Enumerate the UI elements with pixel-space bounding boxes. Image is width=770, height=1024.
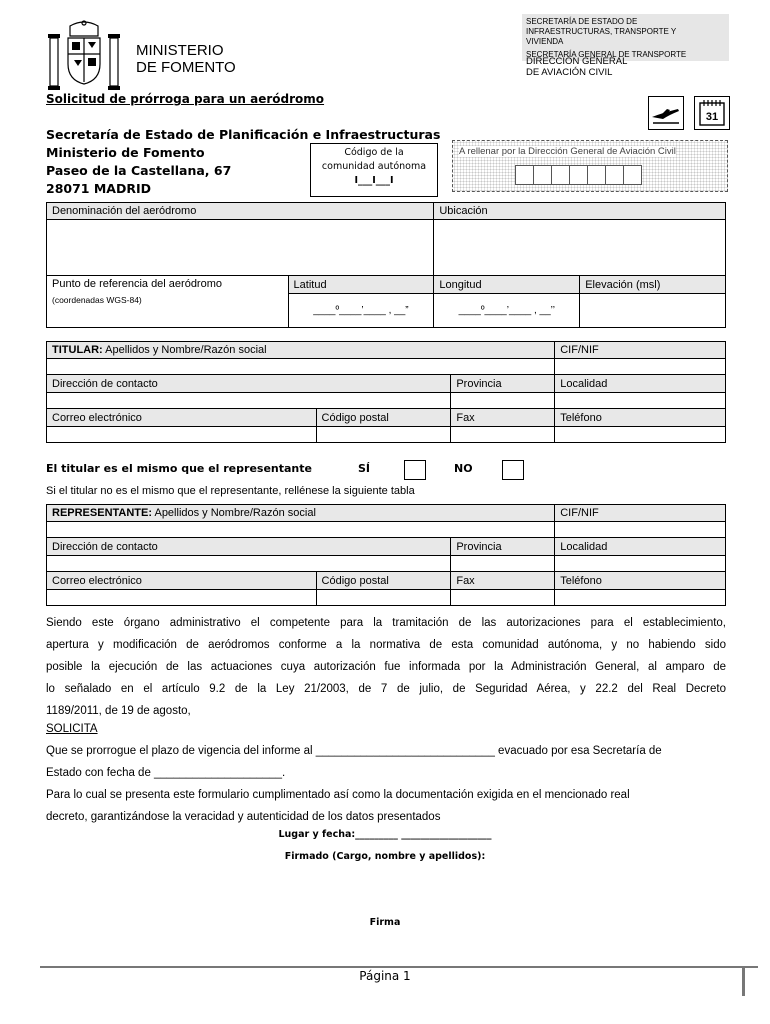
secretariat-line2: INFRAESTRUCTURAS, TRANSPORTE Y: [526, 27, 677, 36]
titular-cif-label: CIF/NIF: [555, 342, 726, 359]
titular-postal-label: Código postal: [316, 409, 451, 427]
representative-postal-label: Código postal: [316, 572, 451, 590]
representative-name-label: [47, 505, 555, 522]
dg-line2: DE AVIACIÓN CIVIL: [526, 67, 613, 78]
coat-of-arms-icon: [46, 20, 122, 92]
representative-postal-field[interactable]: [316, 590, 451, 606]
page-title: Solicitud de prórroga para un aeródromo: [46, 92, 325, 106]
representative-cif-field[interactable]: [555, 522, 726, 538]
request-line1: Que se prorrogue el plazo de vigencia del informe al ____________________________ evacuado por esa Secretaría de: [46, 745, 662, 757]
official-use-cell: [569, 165, 588, 185]
signed-by-line[interactable]: Firmado (Cargo, nombre y apellidos):: [284, 851, 486, 862]
aerodrome-table: [46, 202, 726, 328]
representative-fax-label: Fax: [451, 572, 555, 590]
representative-name-field[interactable]: [47, 522, 555, 538]
ministry-line1: MINISTERIO: [136, 42, 224, 59]
secretariat-box: [522, 14, 729, 61]
titular-fax-field[interactable]: [451, 427, 555, 443]
elevation-field[interactable]: [580, 294, 726, 328]
titular-name-label: [47, 342, 555, 359]
official-use-cell: [587, 165, 606, 185]
titular-locality-field[interactable]: [555, 393, 726, 409]
aerodrome-location-label: Ubicación: [434, 203, 726, 220]
address-line3: Paseo de la Castellana, 67: [46, 163, 232, 178]
official-use-cell: [533, 165, 552, 185]
region-code-line2: comunidad autónoma: [321, 161, 427, 172]
body-line3: posible la ejecución de las actuaciones cuya autorización fue informada por la Administración General, al amparo de: [46, 661, 726, 673]
representative-table: [46, 504, 726, 606]
titular-cif-field[interactable]: [555, 359, 726, 375]
longitude-label: Longitud: [434, 276, 580, 294]
address-line4: 28071 MADRID: [46, 181, 151, 196]
aerodrome-name-label: Denominación del aeródromo: [47, 203, 434, 220]
official-use-cell: [623, 165, 642, 185]
request-line3: Para lo cual se presenta este formulario cumplimentado así como la documentación exigida en el mencionado real: [46, 789, 630, 801]
request-line2: Estado con fecha de ____________________.: [46, 767, 286, 779]
page-number: Página 1: [359, 969, 411, 983]
request-line4: decreto, garantizándose la veracidad y autenticidad de los datos presentados: [46, 811, 441, 823]
official-use-cell: [605, 165, 624, 185]
titular-name-label-bold: TITULAR:: [52, 344, 103, 356]
official-use-cell: [515, 165, 534, 185]
representative-locality-label: Localidad: [555, 538, 726, 556]
titular-phone-field[interactable]: [555, 427, 726, 443]
no-label: NO: [454, 462, 473, 475]
titular-province-label: Provincia: [451, 375, 555, 393]
solicita-heading: SOLICITA: [46, 723, 98, 735]
representative-phone-field[interactable]: [555, 590, 726, 606]
body-line5: 1189/2011, de 19 de agosto,: [46, 705, 191, 717]
titular-postal-field[interactable]: [316, 427, 451, 443]
region-code-line1: Código de la: [344, 147, 404, 158]
dg-line1: DIRECCIÓN GENERAL: [526, 56, 628, 67]
representative-name-label-bold: REPRESENTANTE:: [52, 507, 153, 519]
official-use-cell: [551, 165, 570, 185]
aerodrome-location-field[interactable]: [434, 220, 726, 276]
latitude-field[interactable]: ____º____’____ , __”: [288, 294, 434, 328]
representative-address-label: Dirección de contacto: [47, 538, 451, 556]
representative-name-label-rest: Apellidos y Nombre/Razón social: [152, 507, 316, 519]
titular-locality-label: Localidad: [555, 375, 726, 393]
request-text: [46, 740, 756, 828]
reference-point-label: Punto de referencia del aeródromo: [52, 278, 222, 290]
fill-note: Si el titular no es el mismo que el representante, rellénese la siguiente tabla: [46, 485, 415, 497]
representative-email-field[interactable]: [47, 590, 317, 606]
representative-locality-field[interactable]: [555, 556, 726, 572]
signature-label: Firma: [369, 917, 401, 928]
representative-email-label: Correo electrónico: [47, 572, 317, 590]
body-text: [46, 612, 726, 722]
titular-table: [46, 341, 726, 443]
secretariat-line4: SECRETARÍA GENERAL DE TRANSPORTE: [526, 50, 687, 59]
titular-province-field[interactable]: [451, 393, 555, 409]
representative-phone-label: Teléfono: [555, 572, 726, 590]
longitude-field[interactable]: ____º____’____ , __’’: [434, 294, 580, 328]
address-line2: Ministerio de Fomento: [46, 145, 205, 160]
official-use-box: [452, 140, 728, 192]
representative-fax-field[interactable]: [451, 590, 555, 606]
official-use-label: A rellenar por la Dirección General de Aviación Civil: [459, 146, 676, 157]
representative-cif-label: CIF/NIF: [555, 505, 726, 522]
ministry-line2: DE FOMENTO: [136, 59, 236, 76]
yes-label: SÍ: [358, 462, 371, 475]
titular-name-label-rest: Apellidos y Nombre/Razón social: [102, 344, 267, 356]
elevation-label: Elevación (msl): [580, 276, 726, 294]
titular-fax-label: Fax: [451, 409, 555, 427]
address-line1: Secretaría de Estado de Planificación e Infraestructuras: [46, 127, 441, 142]
airplane-icon: [648, 96, 684, 130]
titular-email-label: Correo electrónico: [47, 409, 317, 427]
official-use-cells: [515, 165, 641, 185]
representative-province-label: Provincia: [451, 538, 555, 556]
titular-name-field[interactable]: [47, 359, 555, 375]
same-representative-row: [46, 460, 546, 480]
titular-email-field[interactable]: [47, 427, 317, 443]
body-line2: apertura y modificación de aeródromos conforme a la normativa de esta comunidad autónoma, y no habiendo sido: [46, 639, 726, 651]
no-checkbox[interactable]: [502, 460, 524, 480]
titular-address-label: Dirección de contacto: [47, 375, 451, 393]
titular-address-field[interactable]: [47, 393, 451, 409]
region-code-box: [310, 143, 438, 197]
dg-name: [526, 56, 627, 78]
representative-address-field[interactable]: [47, 556, 451, 572]
footer-divider: [40, 966, 758, 968]
body-line4: lo señalado en el artículo 9.2 de la Ley 21/2003, de 7 de julio, de Seguridad Aérea, y 22.2 del Real Decreto: [46, 683, 726, 695]
same-representative-question: El titular es el mismo que el representante: [46, 462, 312, 475]
representative-province-field[interactable]: [451, 556, 555, 572]
reference-point-sublabel: (coordenadas WGS-84): [52, 295, 142, 305]
place-date-line[interactable]: Lugar y fecha:_________ ___________________: [278, 829, 492, 840]
titular-phone-label: Teléfono: [555, 409, 726, 427]
ministry-name: [136, 42, 236, 76]
body-line1: Siendo este órgano administrativo el competente para la tramitación de las autorizaciones para el establecimiento,: [46, 617, 726, 629]
secretariat-line1: SECRETARÍA DE ESTADO DE: [526, 17, 638, 26]
yes-checkbox[interactable]: [404, 460, 426, 480]
secretariat-line3: VIVIENDA: [526, 37, 564, 46]
aerodrome-name-field[interactable]: [47, 220, 434, 276]
calendar-icon: [694, 96, 730, 130]
calendar-day: 31: [705, 111, 719, 123]
region-code-field[interactable]: I___I___I: [354, 175, 394, 186]
latitude-label: Latitud: [288, 276, 434, 294]
